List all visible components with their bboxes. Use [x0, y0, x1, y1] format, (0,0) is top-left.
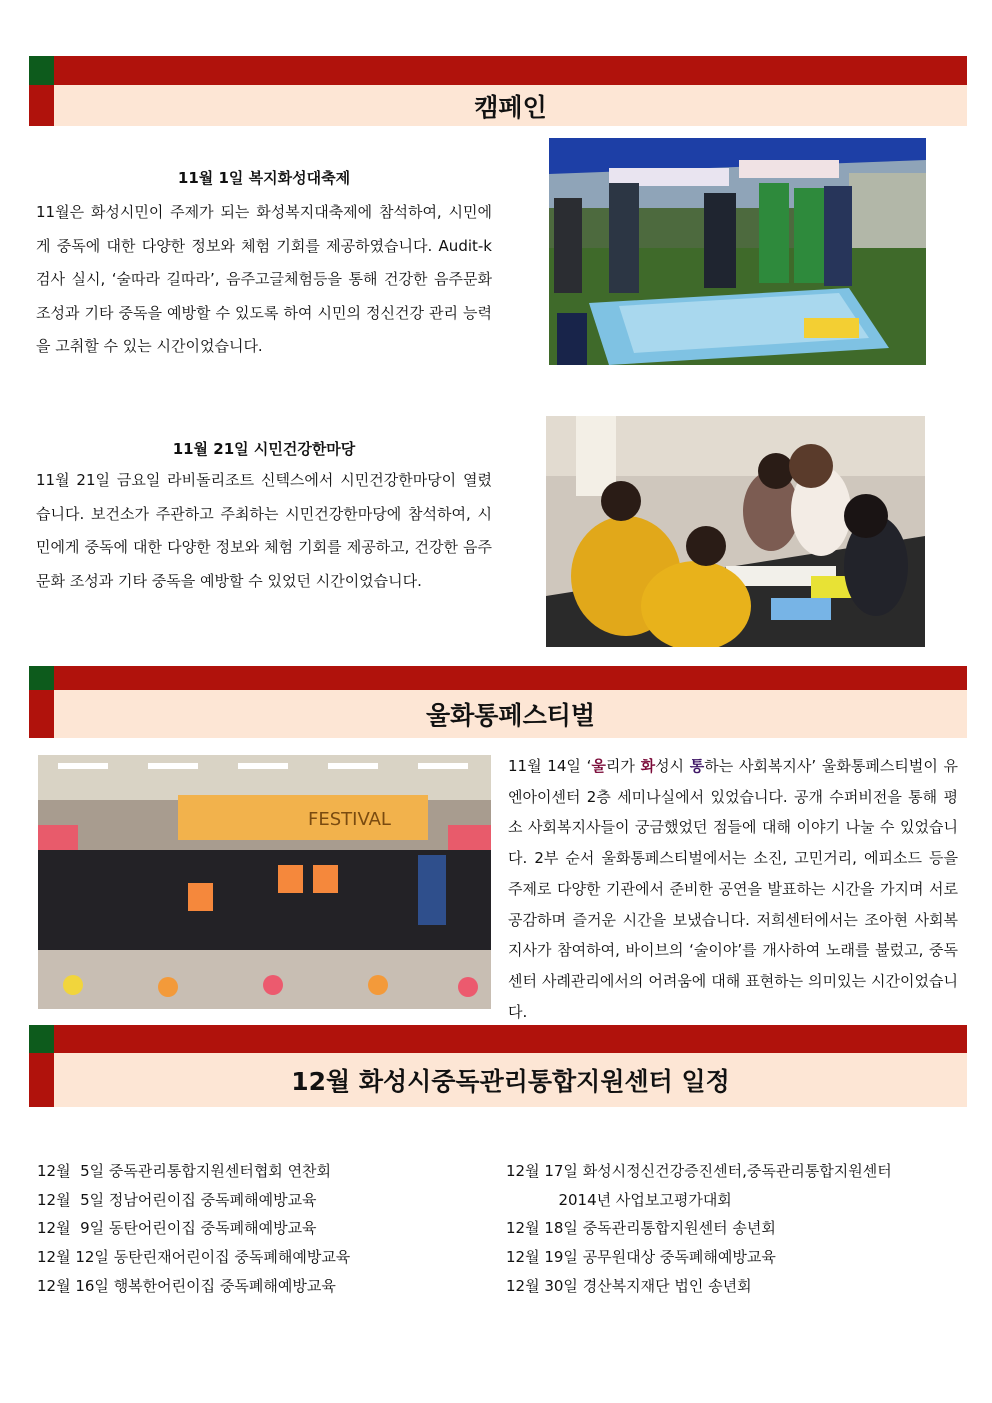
schedule-item: 12월 5일 정남어린이집 중독폐해예방교육: [37, 1190, 317, 1209]
banner-green-block: [29, 666, 54, 690]
event1-photo: [549, 138, 926, 365]
section-title: 캠페인: [54, 85, 967, 126]
schedule-item: 2014년 사업보고평가대회: [506, 1190, 732, 1209]
festival-highlight: 울: [591, 757, 606, 775]
schedule-left: [37, 1157, 487, 1301]
banner-left-red: [29, 85, 54, 126]
schedule-item: 12월 16일 행복한어린이집 중독폐해예방교육: [37, 1276, 336, 1295]
event2-photo: [546, 416, 925, 647]
banner-top-stripe: [29, 666, 967, 690]
event1-heading: 11월 1일 복지화성대축제: [177, 169, 351, 187]
section-title: 12월 화성시중독관리통합지원센터 일정: [54, 1053, 967, 1107]
schedule-item: 12월 9일 동탄어린이집 중독폐해예방교육: [37, 1219, 317, 1238]
schedule-item: 12월 17일 화성시정신건강증진센터,중독관리통합지원센터: [506, 1162, 892, 1180]
schedule-item: 12월 19일 공무원대상 중독폐해예방교육: [506, 1248, 776, 1267]
schedule-right: [506, 1157, 961, 1301]
banner-green-block: [29, 56, 54, 85]
festival-highlight: 통: [689, 757, 705, 775]
schedule-item: 12월 12일 동탄린재어린이집 중독폐해예방교육: [37, 1248, 351, 1267]
festival-sign: FESTIVAL: [308, 809, 391, 830]
festival-body-part: 리가: [605, 757, 641, 775]
banner-top-stripe: [29, 56, 967, 85]
festival-highlight: 화: [640, 757, 656, 775]
schedule-item: 12월 18일 중독관리통합지원센터 송년회: [506, 1219, 776, 1238]
schedule-item: 12월 30일 경산복지재단 법인 송년회: [506, 1276, 752, 1295]
festival-body-part: 성시: [655, 757, 690, 775]
schedule-banner: [29, 1025, 967, 1107]
festival-banner: [29, 666, 967, 738]
event2-body: 11월 21일 금요일 라비돌리조트 신텍스에서 시민건강한마당이 열렸습니다. 보건소가 주관하고 주최하는 시민건강한마당에 참석하여, 시민에게 중독에 대한 다양한 정보와 체험 기회를 제공하고, 건강한 음주문화 조성과 기타 중독을 예방할 수 있었던 시간이었습니다.: [36, 471, 492, 590]
campaign-banner: [29, 56, 967, 126]
festival-body-part: 11월 14일 ‘: [508, 757, 592, 775]
section-title: 울화통페스티벌: [54, 690, 967, 738]
festival-body: [508, 751, 958, 1027]
banner-left-red: [29, 1053, 54, 1107]
banner-left-red: [29, 690, 54, 738]
banner-green-block: [29, 1025, 54, 1053]
banner-top-stripe: [29, 1025, 967, 1053]
event2-heading: 11월 21일 시민건강한마당: [172, 440, 356, 458]
schedule-item: 12월 5일 중독관리통합지원센터협회 연찬회: [37, 1162, 332, 1180]
festival-body-part: 하는 사회복지사’ 울화통페스티벌이 유엔아이센터 2층 세미나실에서 있었습니다. 공개 수퍼비전을 통해 평소 사회복지사들이 궁금했었던 점들에 대해 이야기 나눌 수 있었습니다. 2부 순서 울화통페스티벌에서는 소진, 고민거리, 에피소드 등을 주제로 다양한 기관에서 준비한 공연을 발표하는 시간을 가지며 서로 공감하며 즐거운 시간을 보냈습니다. 저희센터에서는 조아현 사회복지사가 참여하여, 바이브의 ‘술이야’를 개사하여 노래를 불렀고, 중독센터 사례관리에서의 어려움에 대해 표현하는 의미있는 시간이었습니다.: [508, 757, 959, 1021]
festival-photo: [38, 755, 491, 1009]
event1-body: 11월은 화성시민이 주제가 되는 화성복지대축제에 참석하여, 시민에게 중독에 대한 다양한 정보와 체험 기회를 제공하였습니다. Audit-k검사 실시, ‘술따라 길따라’, 음주고글체험등을 통해 건강한 음주문화 조성과 기타 중독을 예방할 수 있도록 하여 시민의 정신건강 관리 능력을 고취할 수 있는 시간이었습니다.: [36, 203, 492, 355]
